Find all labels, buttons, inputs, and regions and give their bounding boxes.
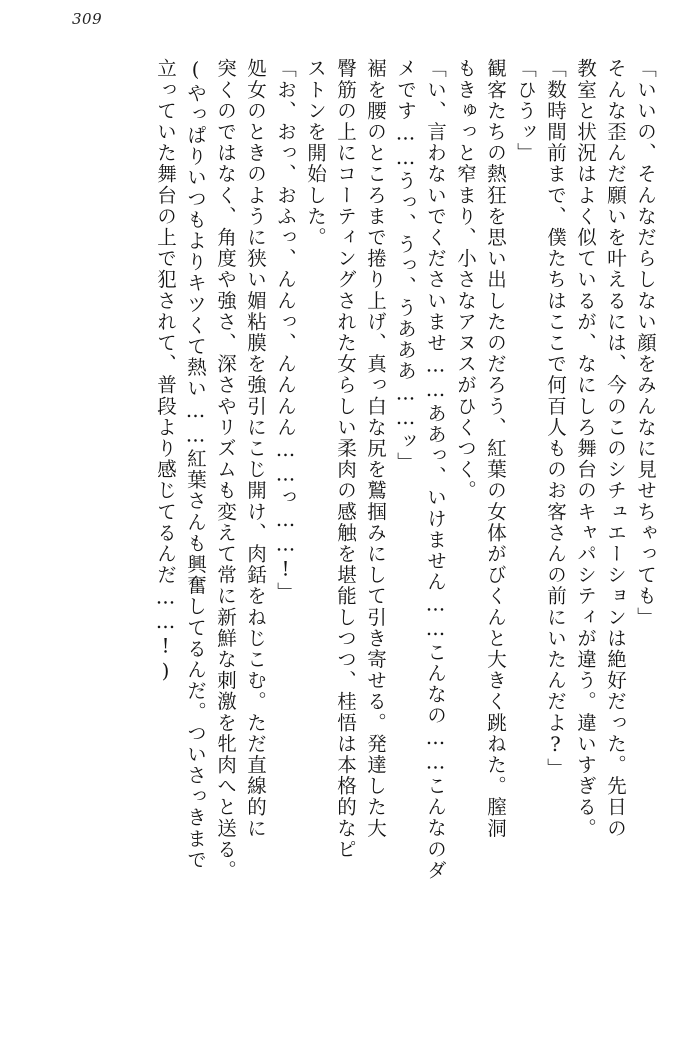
text-line: 「い、言わないでくださいませ……ああっ、いけません……こんなの……こんなのダ	[424, 58, 447, 881]
text-line: (やっぱりいつもよりキツくて熱い……紅葉さんも興奮してるんだ。ついさっきまで	[184, 58, 207, 871]
text-line: そんな歪んだ願いを叶えるには、今のこのシチュエーションは絶好だった。先日の	[604, 58, 627, 839]
vertical-text-body	[28, 58, 655, 1018]
text-line: 「ひうッ」	[514, 58, 537, 164]
text-line: ストンを開始した。	[304, 58, 327, 248]
text-line: 突くのではなく、角度や強さ、深さやリズムも変えて常に新鮮な刺激を牝肉へと送る。	[214, 58, 237, 881]
text-line: 臀筋の上にコーティングされた女らしい柔肉の感触を堪能しつつ、桂悟は本格的なピ	[334, 58, 357, 860]
text-line: 裾を腰のところまで捲り上げ、真っ白な尻を鷲掴みにして引き寄せる。発達した大	[364, 58, 387, 839]
text-line: 教室と状況はよく似ているが、なにしろ舞台のキャパシティが違う。違いすぎる。	[574, 58, 597, 839]
text-line: 「数時間前まで、僕たちはここで何百人ものお客さんの前にいたんだよ?」	[544, 58, 567, 779]
text-line: 観客たちの熱狂を思い出したのだろう、紅葉の女体がびくんと大きく跳ねた。膣洞	[484, 58, 507, 839]
text-line: 「お、おっ、おふっ、んんっ、んんんん……っ……!」	[274, 58, 297, 603]
text-line: もきゅっと窄まり、小さなアヌスがひくつく。	[454, 58, 477, 502]
text-line: 処女のときのように狭い媚粘膜を強引にこじ開け、肉銛をねじこむ。ただ直線的に	[244, 58, 267, 839]
text-line: メです……うっ、うっ、うあああ……ッ」	[394, 58, 417, 473]
text-line: 「いいの、そんなだらしない顔をみんなに見せちゃっても」	[634, 58, 657, 628]
text-line: 立っていた舞台の上で犯されて、普段より感じてるんだ……!)	[154, 58, 177, 684]
page-number: 309	[72, 10, 103, 28]
